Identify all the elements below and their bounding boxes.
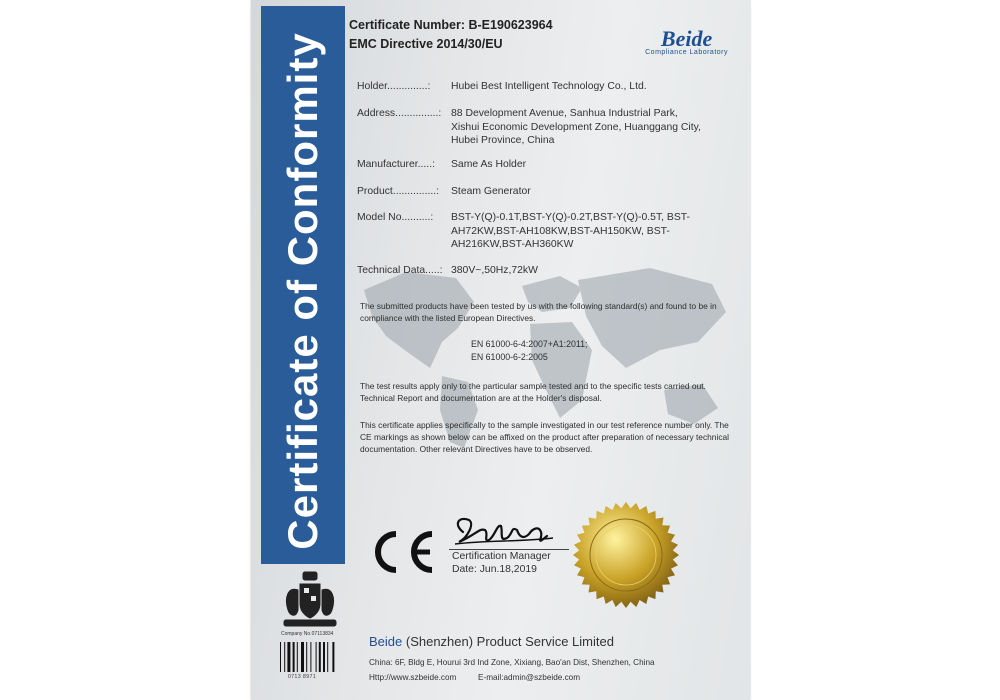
issuing-company: [369, 634, 614, 649]
field-model-no: [357, 211, 696, 252]
field-product: [357, 185, 706, 199]
company-address: China: 6F, Bldg E, Hourui 3rd Ind Zone, Xixiang, Bao'an Dist, Shenzhen, China: [369, 658, 655, 667]
website-link[interactable]: Http://www.szbeide.com: [369, 673, 457, 682]
results-note: The test results apply only to the particular sample tested and to the specific tests carried out. Technical Report and documentation are at the Holder's disposal.: [360, 381, 706, 403]
field-value: BST-Y(Q)-0.1T,BST-Y(Q)-0.2T,BST-Y(Q)-0.5T, BST-AH72KW,BST-AH108KW,BST-AH150KW, BST-AH216KW,BST-AH360KW: [451, 212, 691, 250]
company-brand: Beide: [369, 634, 403, 649]
certificate-number: Certificate Number: B-E190623964: [349, 18, 553, 32]
field-value: 88 Development Avenue, Sanhua Industrial Park, Xishui Economic Development Zone, Huanggang City, Hubei Province, China: [451, 108, 701, 146]
issue-date: Date: Jun.18,2019: [452, 564, 537, 575]
field-label: Technical Data.....:: [357, 265, 443, 276]
signature-line: [449, 549, 569, 550]
company-name-rest: (Shenzhen) Product Service Limited: [402, 634, 614, 649]
logo-subtitle: Compliance Laboratory: [645, 49, 728, 56]
field-technical-data: [357, 264, 706, 278]
directive-line: EMC Directive 2014/30/EU: [349, 37, 503, 51]
field-manufacturer: [357, 158, 706, 172]
email-link[interactable]: E-mail:admin@szbeide.com: [478, 673, 581, 682]
field-value: Hubei Best Intelligent Technology Co., Ltd.: [451, 81, 647, 92]
field-value: 380V~,50Hz,72kW: [451, 265, 538, 276]
signatory-title: Certification Manager: [452, 551, 551, 562]
coat-of-arms-icon: [276, 570, 344, 632]
gold-seal-icon: [571, 500, 681, 610]
field-address: [357, 107, 706, 148]
signature-icon: [449, 512, 559, 550]
applicability-note: This certificate applies specifically to the sample investigated in our test reference number only. The CE markings as shown below can be affixed on the product after preparation of necessary technical documentation. Other relevant Directives have to be observed.: [360, 420, 730, 454]
barcode-icon: [279, 642, 337, 678]
field-value: Steam Generator: [451, 186, 531, 197]
barcode-digits: 0713 8971: [288, 674, 317, 680]
title-band: [261, 6, 345, 564]
band-title: Certificate of Conformity: [279, 32, 326, 550]
logo-name: Beide: [660, 26, 713, 51]
field-holder: [357, 80, 706, 94]
beide-logo: [645, 26, 728, 56]
ce-mark-icon: [364, 528, 438, 576]
field-label: Product...............:: [357, 186, 439, 197]
compliance-statement: The submitted products have been tested by us with the following standard(s) and found to be in compliance with the listed European Directives.: [360, 301, 717, 323]
field-value: Same As Holder: [451, 159, 527, 170]
field-label: Holder..............:: [357, 81, 431, 92]
standard-2: EN 61000-6-2:2005: [471, 352, 548, 362]
field-label: Model No..........:: [357, 212, 434, 223]
standard-1: EN 61000-6-4:2007+A1:2011;: [471, 339, 588, 349]
field-label: Address...............:: [357, 108, 442, 119]
company-number: Company No.07113834: [281, 631, 334, 637]
certificate-document: [251, 0, 750, 700]
field-label: Manufacturer.....:: [357, 159, 435, 170]
